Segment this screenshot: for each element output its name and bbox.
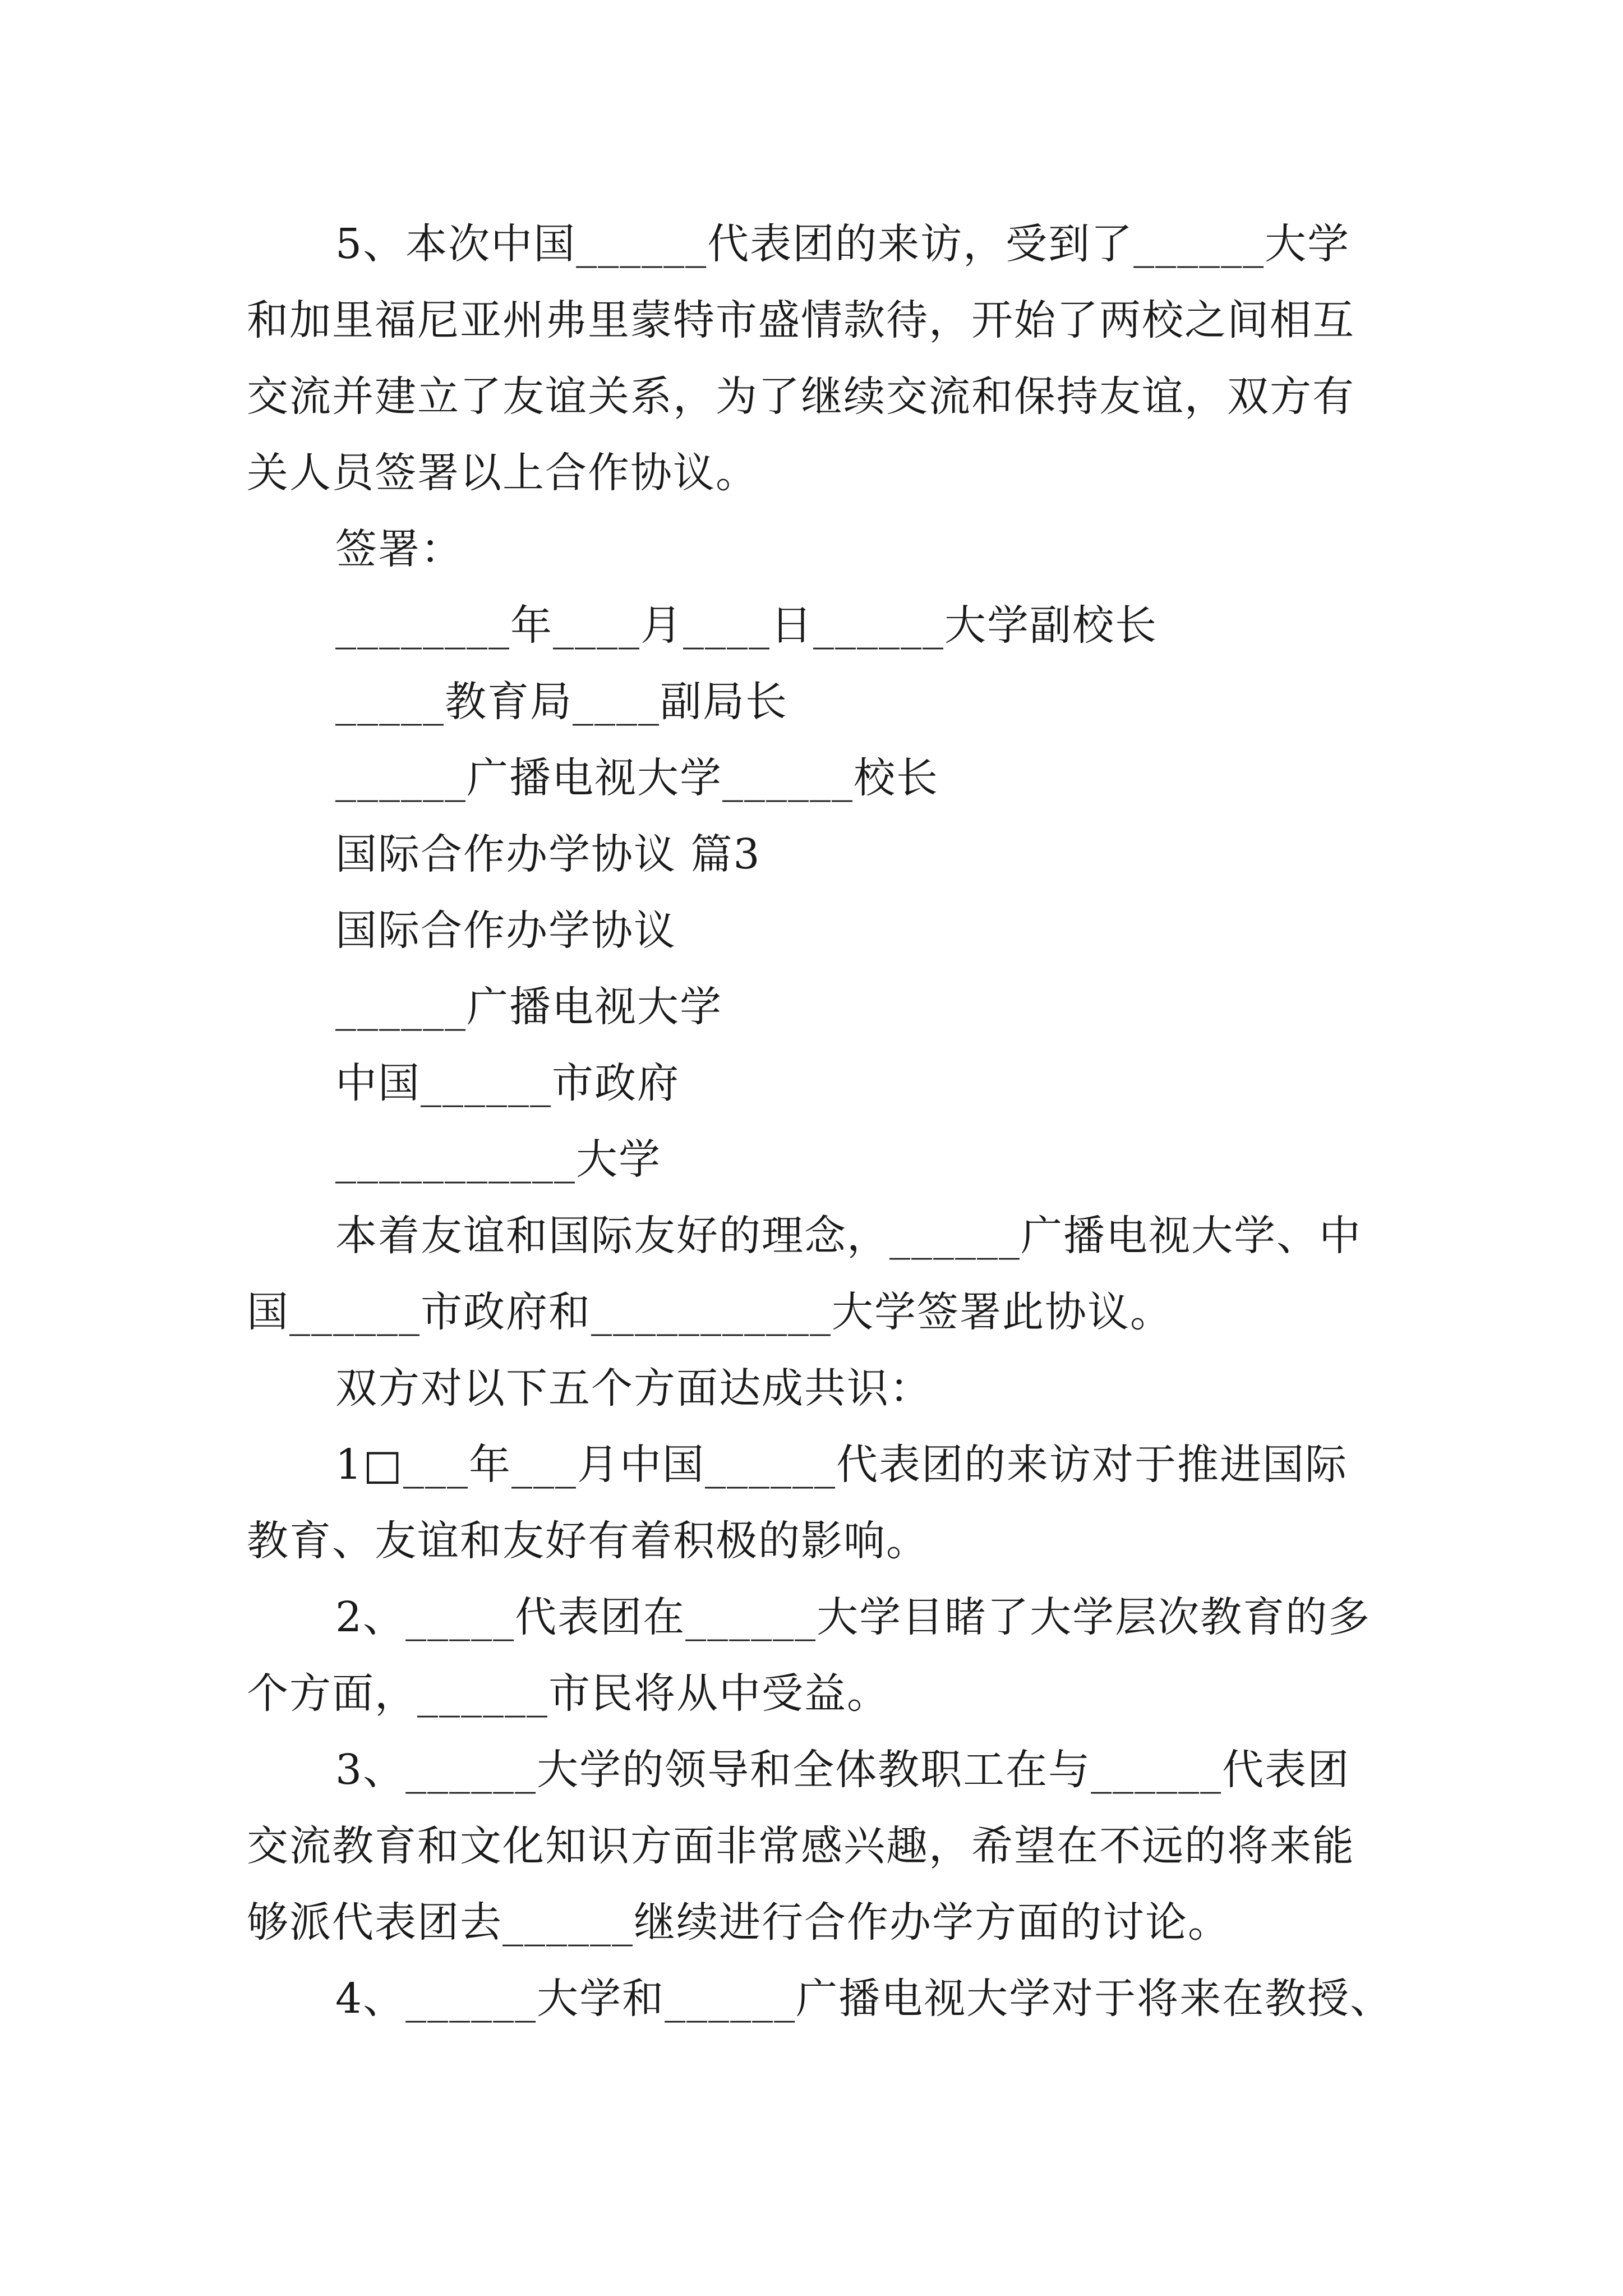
preamble-line-1: 本着友谊和国际友好的理念，______广播电视大学、中 [335,1212,1362,1260]
paragraph-5-line-1: 5、本次中国______代表团的来访，受到了______大学 [335,220,1350,268]
item-2-line-1: 2、_____代表团在______大学目睹了大学层次教育的多 [335,1593,1371,1641]
consensus-intro: 双方对以下五个方面达成共识： [335,1364,932,1412]
paragraph-5-line-4: 关人员签署以上合作协议。 [247,449,758,497]
item-1-line-2: 教育、友谊和友好有着积极的影响。 [247,1517,929,1565]
item-1-line-1: 1□___年___月中国______代表团的来访对于推进国际 [335,1441,1348,1489]
signature-line-date-vice-president: ________年____月____日______大学副校长 [335,601,1158,650]
item-3-line-1: 3、______大学的领导和全体教职工在与______代表团 [335,1746,1350,1794]
section-heading: 国际合作办学协议 篇3 [335,830,761,878]
agreement-title: 国际合作办学协议 [335,907,676,955]
preamble-line-2: 国______市政府和___________大学签署此协议。 [247,1288,1173,1336]
signature-line-education-bureau: _____教育局____副局长 [335,678,788,726]
item-2-line-2: 个方面，______市民将从中受益。 [247,1669,889,1718]
item-3-line-2: 交流教育和文化知识方面非常感兴趣，希望在不远的将来能 [247,1822,1355,1870]
party-city-government: 中国______市政府 [335,1059,680,1107]
item-3-line-3: 够派代表团去______继续进行合作办学方面的讨论。 [247,1898,1230,1947]
party-university: ___________大学 [335,1135,661,1184]
paragraph-5-line-2: 和加里福尼亚州弗里蒙特市盛情款待，开始了两校之间相互 [247,296,1355,344]
party-radio-tv-university: ______广播电视大学 [335,983,722,1031]
signature-label: 签署： [335,525,463,573]
signature-line-radio-tv-university: ______广播电视大学______校长 [335,754,939,802]
paragraph-5-line-3: 交流并建立了友谊关系，为了继续交流和保持友谊，双方有 [247,372,1355,421]
item-4-line-1: 4、______大学和______广播电视大学对于将来在教授、 [335,1975,1393,2023]
